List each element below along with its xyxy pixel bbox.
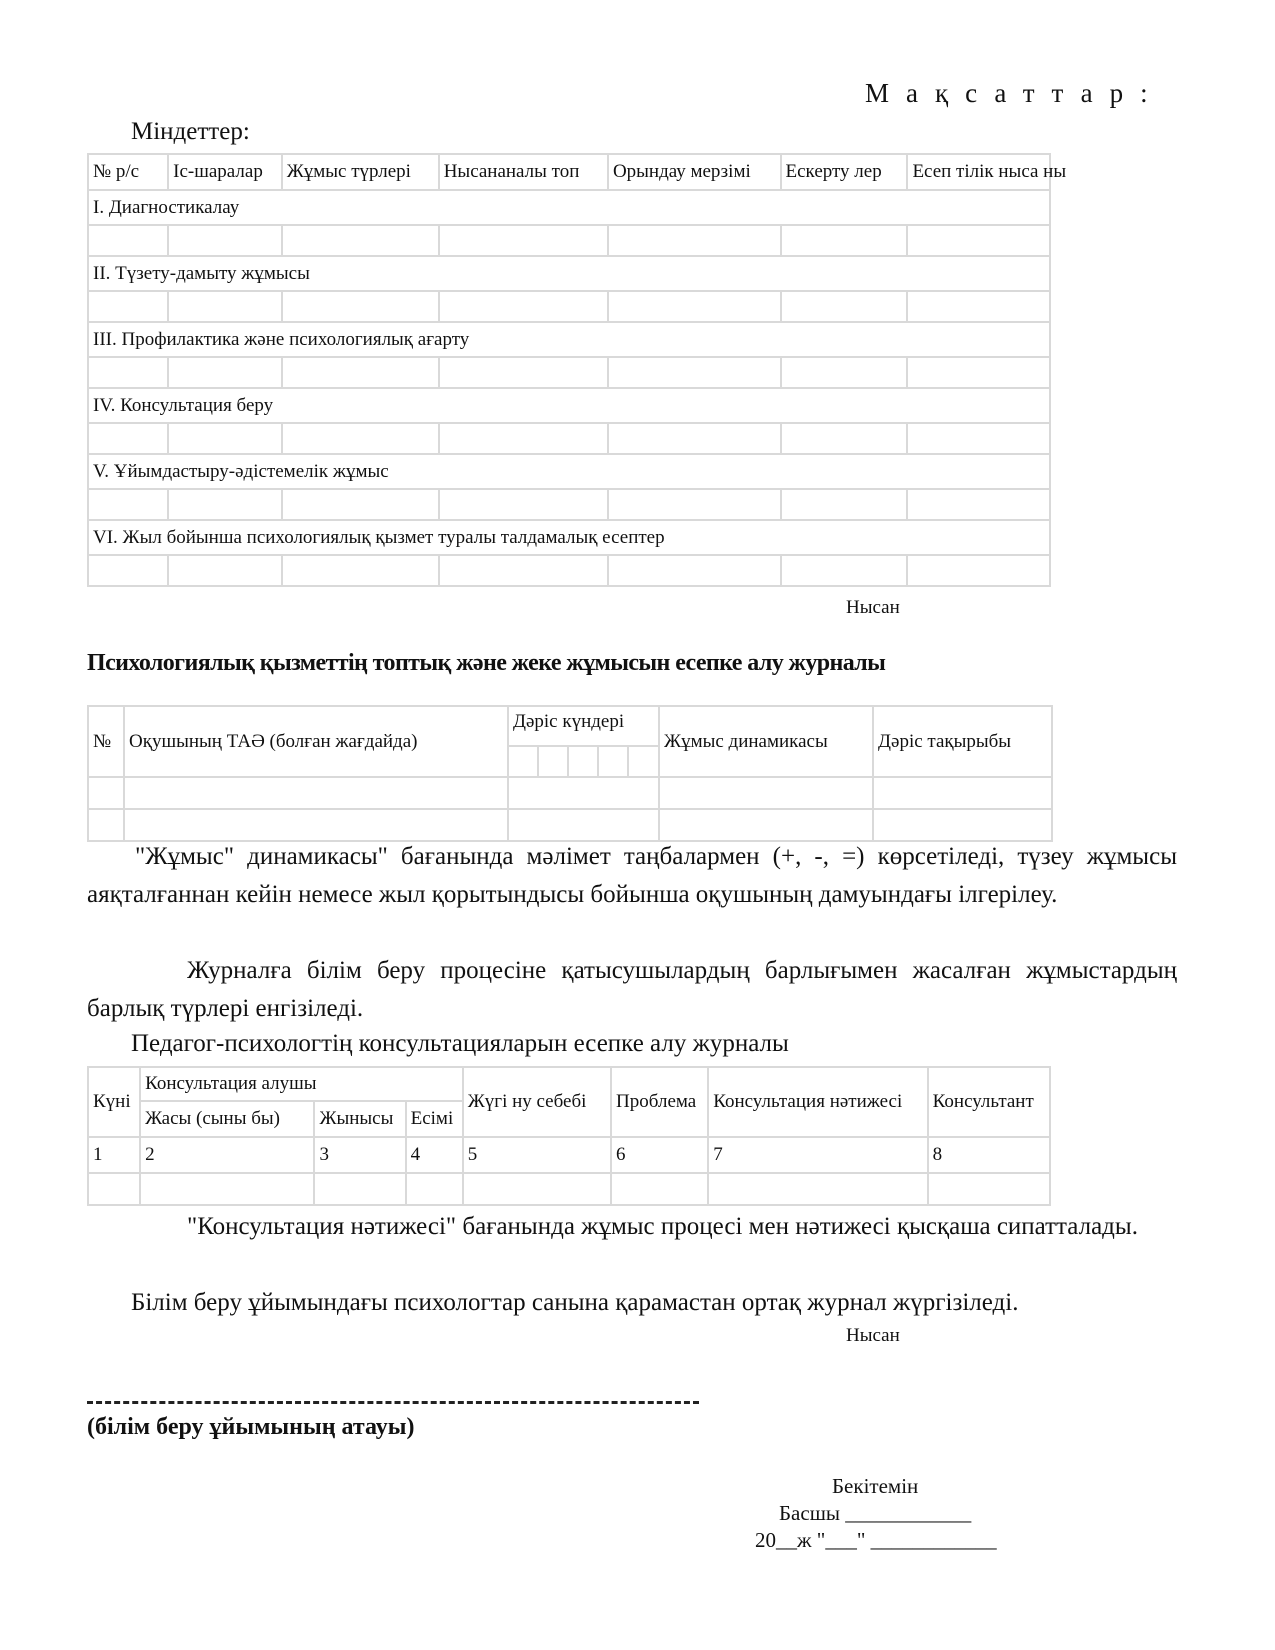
- form-label: Нысан: [846, 597, 900, 618]
- section-row: [88, 322, 1050, 357]
- header-cell: Жұмыс динамикасы: [659, 706, 873, 777]
- header-cell: Есеп тілік ныса ны: [907, 154, 1050, 190]
- column-number: 7: [708, 1137, 927, 1173]
- table-row: [88, 777, 1052, 809]
- section-row: [88, 190, 1050, 225]
- section-title: V. Ұйымдастыру-әдістемелік жұмыс: [88, 454, 1050, 489]
- table-row: [88, 809, 1052, 841]
- header-cell: Жүгі ну себебі: [463, 1067, 611, 1137]
- header-cell: Проблема: [611, 1067, 708, 1137]
- paragraph: [87, 1208, 1177, 1246]
- section-title: I. Диагностикалау: [88, 190, 1050, 225]
- header-cell: Іс-шаралар: [168, 154, 282, 190]
- section-title: II. Түзету-дамыту жұмысы: [88, 256, 1050, 291]
- header-cell: Жынысы: [314, 1101, 405, 1137]
- header-cell: Орындау мерзімі: [608, 154, 781, 190]
- header-cell: Ескерту лер: [781, 154, 908, 190]
- table-row: [88, 489, 1050, 520]
- column-number-row: [88, 1137, 1050, 1173]
- journal-title: Психологиялық қызметтің топтық және жеке жұмысын есепке алу журналы: [87, 650, 886, 676]
- header-cell: Консультация нәтижесі: [708, 1067, 927, 1137]
- column-number: 3: [314, 1137, 405, 1173]
- table-row: [88, 1173, 1050, 1205]
- day-cell: [538, 746, 568, 777]
- org-name-label: (білім беру ұйымының атауы): [87, 1414, 415, 1440]
- consult-journal-title: Педагог-психологтің консультацияларын есепке алу журналы: [131, 1030, 789, 1057]
- header-cell: Дәріс күндері: [508, 706, 659, 746]
- header-cell: Жасы (сыны бы): [140, 1101, 314, 1137]
- paragraph: [87, 838, 1177, 914]
- paragraph: [87, 952, 1177, 1028]
- consultation-table: [87, 1066, 1051, 1206]
- day-cell: [568, 746, 598, 777]
- org-name-line: [87, 1401, 699, 1404]
- header-cell: Күні: [88, 1067, 140, 1137]
- paragraph-text: "Консультация нәтижесі" бағанында жұмыс процесі мен нәтижесі қысқаша сипатталады.: [187, 1213, 1138, 1240]
- header-cell: Дәріс тақырыбы: [873, 706, 1052, 777]
- paragraph-text: Журналға білім беру процесіне қатысушылардың барлығымен жасалған жұмыстардың барлық түрлері енгізіледі.: [87, 957, 1177, 1022]
- consult-table-header: [88, 1067, 1050, 1101]
- paragraph-text: Білім беру ұйымындағы психологтар санына қарамастан ортақ журнал жүргізіледі.: [131, 1289, 1019, 1316]
- approve-label: Бекітемін: [832, 1474, 919, 1498]
- head-signature-line: Басшы ____________: [779, 1501, 972, 1525]
- section-title: VI. Жыл бойынша психологиялық қызмет туралы талдамалық есептер: [88, 520, 1050, 555]
- table-row: [88, 357, 1050, 388]
- section-row: [88, 388, 1050, 423]
- paragraph-text: "Жұмыс" динамикасы" бағанында мәлімет таңбалармен (+, -, =) көрсетіледі, түзеу жұмысы аяқталғаннан кейін немесе жыл қорытындысы бойынша оқушының дамуындағы ілгерілеу.: [87, 843, 1177, 908]
- section-title: III. Профилактика және психологиялық ағарту: [88, 322, 1050, 357]
- day-cell: [628, 746, 659, 777]
- column-number: 1: [88, 1137, 140, 1173]
- table-row: [88, 555, 1050, 586]
- header-cell: №: [88, 706, 124, 777]
- column-number: 2: [140, 1137, 314, 1173]
- column-number: 8: [928, 1137, 1050, 1173]
- header-cell: Консультация алушы: [140, 1067, 463, 1101]
- approval-date-line: 20__ж "___" ____________: [755, 1528, 997, 1552]
- header-cell: Консультант: [928, 1067, 1050, 1137]
- plan-table-header: [88, 154, 1050, 190]
- form-label: Нысан: [846, 1325, 900, 1346]
- section-row: [88, 454, 1050, 489]
- table-row: [88, 291, 1050, 322]
- table-row: [88, 423, 1050, 454]
- plan-table: [87, 153, 1067, 587]
- column-number: 5: [463, 1137, 611, 1173]
- table-row: [88, 225, 1050, 256]
- column-number: 6: [611, 1137, 708, 1173]
- journal-table: [87, 705, 1053, 842]
- header-cell: Оқушының ТАӘ (болған жағдайда): [124, 706, 508, 777]
- tasks-label: Міндеттер:: [131, 118, 250, 145]
- header-cell: Жұмыс түрлері: [282, 154, 439, 190]
- section-row: [88, 256, 1050, 291]
- header-cell: Есімі: [406, 1101, 463, 1137]
- column-number: 4: [406, 1137, 463, 1173]
- header-cell: № р/с: [88, 154, 168, 190]
- header-cell: Нысананалы топ: [439, 154, 608, 190]
- day-cell: [598, 746, 628, 777]
- day-cell: [508, 746, 538, 777]
- journal-table-header: [88, 706, 1052, 746]
- section-title: IV. Консультация беру: [88, 388, 1050, 423]
- section-row: [88, 520, 1050, 555]
- goals-label: Мақсаттар:: [865, 78, 1165, 108]
